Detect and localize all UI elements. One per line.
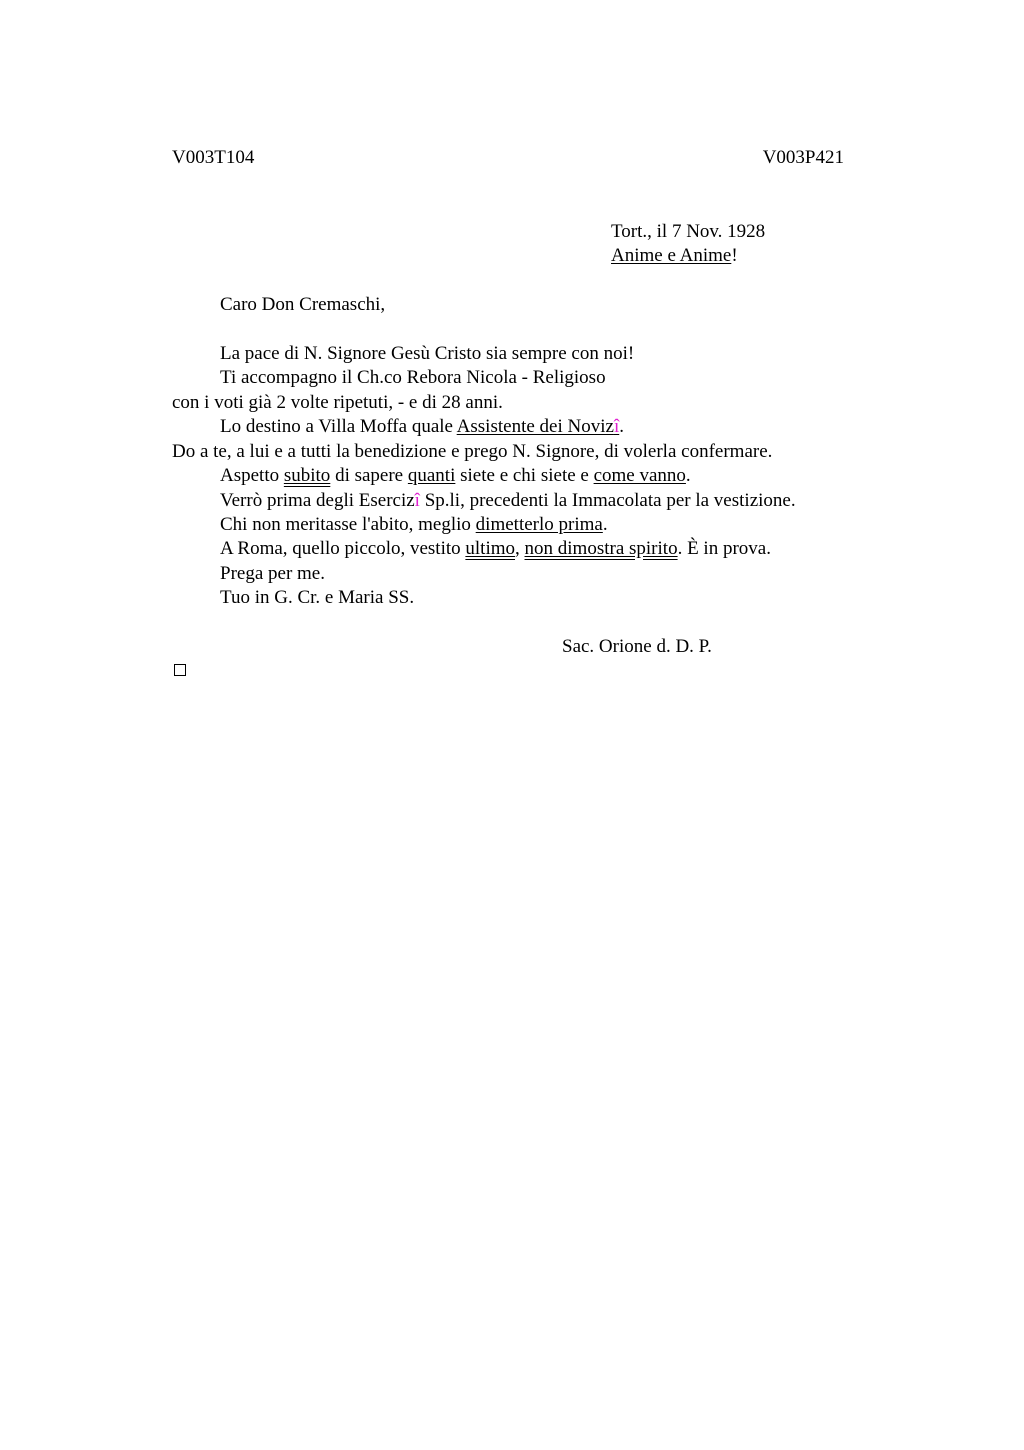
body-line-2: Ti accompagno il Ch.co Rebora Nicola - Religioso bbox=[220, 367, 606, 388]
body-line-6 bbox=[220, 464, 691, 488]
text-run: Aspetto bbox=[220, 465, 284, 486]
text-run: , bbox=[515, 538, 525, 559]
body-line-8 bbox=[220, 513, 608, 537]
underlined-run: come vanno bbox=[593, 465, 686, 486]
underlined-run: dimetterlo prima bbox=[475, 514, 603, 535]
header-left-code: V003T104 bbox=[172, 147, 255, 168]
text-run: di sapere bbox=[330, 465, 408, 486]
dateline-motto bbox=[611, 244, 738, 268]
underlined-run: quanti bbox=[407, 465, 456, 486]
text-run: Sp.li, precedenti la Immacolata per la vestizione. bbox=[419, 490, 796, 511]
dateline-date: Tort., il 7 Nov. 1928 bbox=[611, 221, 766, 242]
text-run: Verrò prima degli Eserciz bbox=[220, 490, 415, 511]
underlined-run bbox=[457, 416, 620, 437]
text-run: Assistente dei Noviz bbox=[456, 416, 614, 437]
double-underlined-run: subito bbox=[283, 465, 331, 486]
salutation: Caro Don Cremaschi, bbox=[220, 294, 386, 315]
body-line-10: Prega per me. bbox=[220, 563, 325, 584]
body-line-5: Do a te, a lui e a tutti la benedizione e prego N. Signore, di volerla confermare. bbox=[172, 441, 773, 462]
signature: Sac. Orione d. D. P. bbox=[562, 636, 712, 657]
text-run: . bbox=[619, 416, 624, 437]
text-run: A Roma, quello piccolo, vestito bbox=[220, 538, 466, 559]
header-right-code: V003P421 bbox=[762, 147, 844, 168]
accent-char: î bbox=[613, 416, 620, 437]
body-line-1: La pace di N. Signore Gesù Cristo sia sempre con noi! bbox=[220, 343, 635, 364]
text-run: Lo destino a Villa Moffa quale bbox=[220, 416, 457, 437]
text-run: . È in prova. bbox=[677, 538, 771, 559]
text-run: siete e chi siete e bbox=[455, 465, 594, 486]
text-run: Chi non meritasse l'abito, meglio bbox=[220, 514, 476, 535]
double-underlined-run: ultimo bbox=[465, 538, 516, 559]
accent-char: î bbox=[414, 490, 420, 511]
body-line-11: Tuo in G. Cr. e Maria SS. bbox=[220, 587, 415, 608]
double-underlined-run: non dimostra spirito bbox=[524, 538, 678, 559]
text-run: . bbox=[602, 514, 608, 535]
body-line-3: con i voti già 2 volte ripetuti, - e di 28 anni. bbox=[172, 392, 503, 413]
body-line-9 bbox=[220, 537, 771, 561]
text-run: . bbox=[685, 465, 691, 486]
body-line-7 bbox=[220, 489, 796, 513]
body-line-4 bbox=[220, 415, 624, 439]
checkbox-square bbox=[174, 664, 186, 676]
motto-punct: ! bbox=[731, 245, 738, 266]
motto-text: Anime e Anime bbox=[611, 245, 732, 266]
